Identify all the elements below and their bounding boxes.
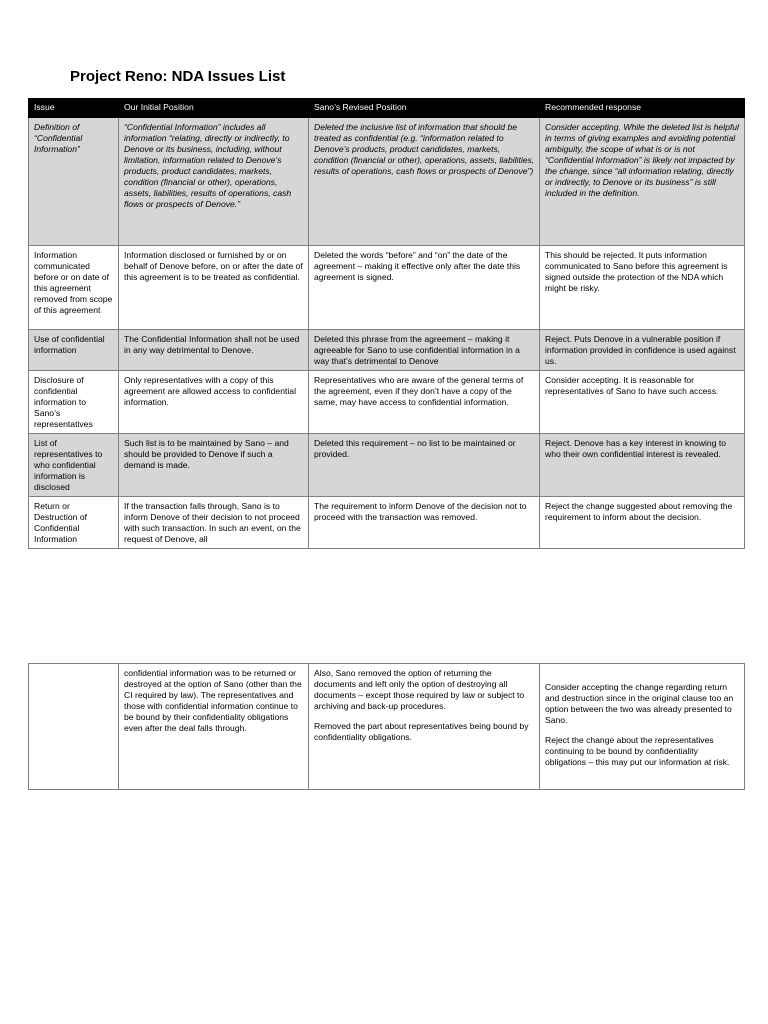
issues-table bbox=[28, 98, 745, 549]
revised-paragraph-2: Removed the part about representatives being bound by confidentiality obligations. bbox=[314, 721, 529, 742]
cell-revised: Deleted this phrase from the agreement – making it agreeable for Sano to use confidential information in a way that’s detrimental to Denove bbox=[309, 330, 540, 371]
cell-revised: Deleted this requirement – no list to be maintained or provided. bbox=[309, 434, 540, 497]
cell-issue: Information communicated before or on date of this agreement removed from scope of this agreement bbox=[29, 246, 119, 330]
cell-revised: The requirement to inform Denove of the decision not to proceed with the transaction was removed. bbox=[309, 497, 540, 549]
cell-revised: Deleted the words “before” and “on” the date of the agreement – making it effective only after the date this agreement is signed. bbox=[309, 246, 540, 330]
cell-response: This should be rejected. It puts information communicated to Sano before this agreement is signed outside the protection of the NDA which might be risky. bbox=[540, 246, 745, 330]
document-title: Project Reno: NDA Issues List bbox=[70, 68, 286, 85]
cell-issue: Return or Destruction of Confidential Information bbox=[29, 497, 119, 549]
issues-table-continuation bbox=[28, 663, 745, 790]
table-row bbox=[29, 434, 745, 497]
cell-revised bbox=[309, 664, 540, 790]
table-row bbox=[29, 246, 745, 330]
cell-issue bbox=[29, 664, 119, 790]
cell-response: Consider accepting. While the deleted list is helpful in terms of giving examples and avoiding potential ambiguity, the scope of what is or is not “Confidential Information” is likely not impacted by the change, since “all information relating, directly or indirectly, to Denove or its business” is still included in the definition. bbox=[540, 118, 745, 246]
cell-initial: confidential information was to be returned or destroyed at the option of Sano (other than the CI required by law). The representatives and those with confidential information continue to be bound by their confidentiality obligations even after the deal falls through. bbox=[119, 664, 309, 790]
cell-issue: Disclosure of confidential information to Sano’s representatives bbox=[29, 371, 119, 434]
header-revised-position: Sano’s Revised Position bbox=[309, 99, 540, 118]
cell-response bbox=[540, 664, 745, 790]
cell-issue: Use of confidential information bbox=[29, 330, 119, 371]
cell-revised: Representatives who are aware of the general terms of the agreement, even if they don’t have a copy of the same, may have access to confidential information. bbox=[309, 371, 540, 434]
table-row bbox=[29, 664, 745, 790]
table-row bbox=[29, 118, 745, 246]
cell-initial: Only representatives with a copy of this agreement are allowed access to confidential information. bbox=[119, 371, 309, 434]
cell-initial: Such list is to be maintained by Sano – and should be provided to Denove if such a demand is made. bbox=[119, 434, 309, 497]
cell-response: Reject. Puts Denove in a vulnerable position if information provided in confidence is used against us. bbox=[540, 330, 745, 371]
cell-initial: “Confidential Information” includes all information “relating, directly or indirectly, to Denove or its business, including, without limitation, information related to Denove’s products, product candidates, markets, condition (financial or other), operations, assets, liabilities, results of operations, cash flows or prospects of Denove.” bbox=[119, 118, 309, 246]
header-issue: Issue bbox=[29, 99, 119, 118]
cell-response: Reject. Denove has a key interest in knowing to who their own confidential interest is revealed. bbox=[540, 434, 745, 497]
response-paragraph-2: Reject the change about the representatives continuing to be bound by confidentiality obligations – this may put our information at risk. bbox=[545, 735, 730, 767]
header-recommended-response: Recommended response bbox=[540, 99, 745, 118]
revised-paragraph-1: Also, Sano removed the option of returning the documents and left only the option of destroying all documents – except those required by law or subject to archiving and back-up procedures. bbox=[314, 668, 525, 711]
table-header-row bbox=[29, 99, 745, 118]
cell-initial: Information disclosed or furnished by or on behalf of Denove before, on or after the date of this agreement is to be treated as confidential. bbox=[119, 246, 309, 330]
table-row bbox=[29, 497, 745, 549]
response-paragraph-1: Consider accepting the change regarding return and destruction since in the original clause too an option between the two was already presented to Sano. bbox=[545, 682, 734, 725]
cell-response: Consider accepting. It is reasonable for representatives of Sano to have such access. bbox=[540, 371, 745, 434]
cell-revised: Deleted the inclusive list of information that should be treated as confidential (e.g. “information related to Denove’s products, product candidates, markets, condition (financial or other), operations, assets, liabilities, results of operations, cash flows or prospects of Denove”) bbox=[309, 118, 540, 246]
table-row bbox=[29, 371, 745, 434]
cell-response: Reject the change suggested about removing the requirement to inform about the decision. bbox=[540, 497, 745, 549]
table-row bbox=[29, 330, 745, 371]
cell-initial: If the transaction falls through, Sano is to inform Denove of their decision to not proceed with such transaction. In such an event, on the request of Denove, all bbox=[119, 497, 309, 549]
cell-issue: Definition of “Confidential Information” bbox=[29, 118, 119, 246]
header-initial-position: Our Initial Position bbox=[119, 99, 309, 118]
cell-initial: The Confidential Information shall not be used in any way detrimental to Denove. bbox=[119, 330, 309, 371]
cell-issue: List of representatives to who confidential information is disclosed bbox=[29, 434, 119, 497]
